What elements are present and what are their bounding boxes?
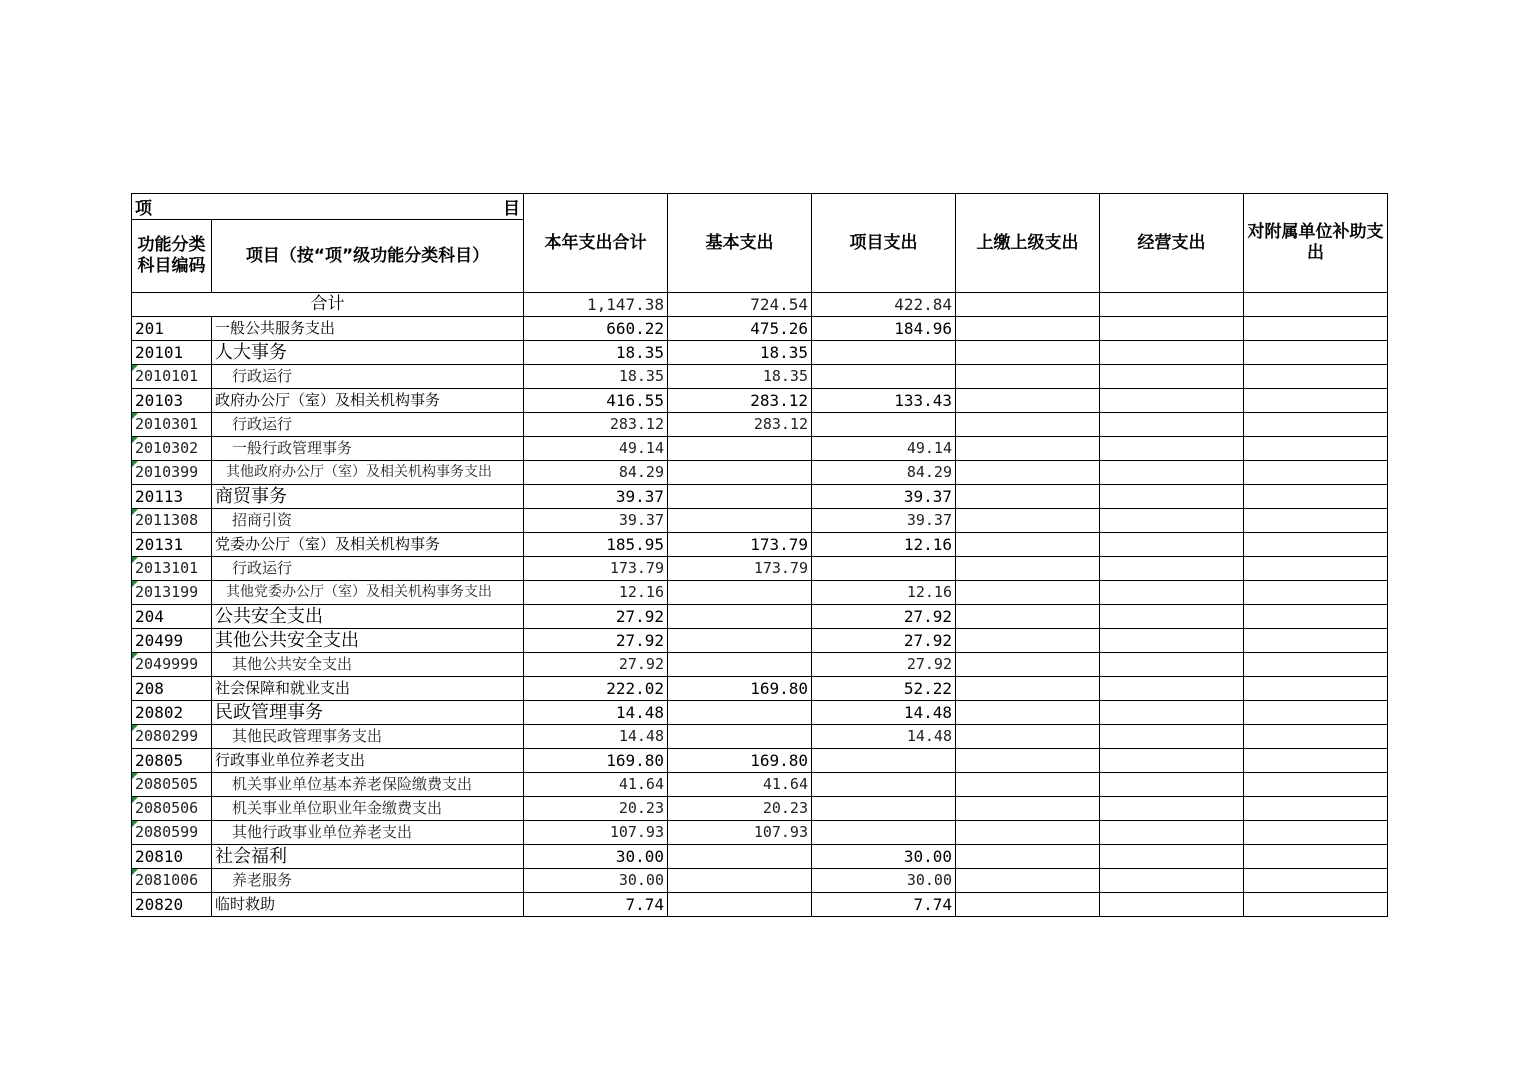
row-project: 27.92 xyxy=(812,653,956,677)
row-upper xyxy=(956,821,1100,845)
table-row xyxy=(132,701,1388,725)
row-project: 30.00 xyxy=(812,845,956,869)
row-code: 208 xyxy=(132,677,212,701)
total-upper xyxy=(956,293,1100,317)
row-project xyxy=(812,797,956,821)
row-name: 其他公共安全支出 xyxy=(212,629,524,653)
table-row xyxy=(132,533,1388,557)
table-row xyxy=(132,317,1388,341)
row-business xyxy=(1100,341,1244,365)
row-business xyxy=(1100,749,1244,773)
header-row-1 xyxy=(132,194,1388,220)
row-subsidy xyxy=(1244,461,1388,485)
row-total: 27.92 xyxy=(524,605,668,629)
row-code: 20805 xyxy=(132,749,212,773)
row-basic xyxy=(668,869,812,893)
row-upper xyxy=(956,485,1100,509)
row-project: 27.92 xyxy=(812,605,956,629)
header-code: 功能分类科目编码 xyxy=(132,220,212,293)
table-row xyxy=(132,389,1388,413)
row-project: 49.14 xyxy=(812,437,956,461)
row-name: 临时救助 xyxy=(212,893,524,917)
row-name: 其他公共安全支出 xyxy=(212,653,524,677)
header-business: 经营支出 xyxy=(1100,194,1244,293)
row-upper xyxy=(956,629,1100,653)
row-basic xyxy=(668,701,812,725)
table-row xyxy=(132,797,1388,821)
row-upper xyxy=(956,437,1100,461)
row-code: 20499 xyxy=(132,629,212,653)
row-total: 27.92 xyxy=(524,629,668,653)
header-basic: 基本支出 xyxy=(668,194,812,293)
row-name: 养老服务 xyxy=(212,869,524,893)
row-name: 社会保障和就业支出 xyxy=(212,677,524,701)
row-upper xyxy=(956,725,1100,749)
row-basic: 107.93 xyxy=(668,821,812,845)
total-subsidy xyxy=(1244,293,1388,317)
row-total: 107.93 xyxy=(524,821,668,845)
row-code: 2013199 xyxy=(132,581,212,605)
table-row xyxy=(132,893,1388,917)
row-name: 行政运行 xyxy=(212,413,524,437)
row-name: 招商引资 xyxy=(212,509,524,533)
row-code: 201 xyxy=(132,317,212,341)
row-basic: 18.35 xyxy=(668,341,812,365)
row-total: 169.80 xyxy=(524,749,668,773)
row-basic xyxy=(668,893,812,917)
row-project xyxy=(812,749,956,773)
row-basic xyxy=(668,437,812,461)
header-subsidy: 对附属单位补助支出 xyxy=(1244,194,1388,293)
row-business xyxy=(1100,605,1244,629)
row-upper xyxy=(956,845,1100,869)
row-upper xyxy=(956,533,1100,557)
row-business xyxy=(1100,413,1244,437)
row-name: 行政运行 xyxy=(212,557,524,581)
row-business xyxy=(1100,845,1244,869)
row-basic: 41.64 xyxy=(668,773,812,797)
row-subsidy xyxy=(1244,413,1388,437)
row-code: 2080506 xyxy=(132,797,212,821)
row-subsidy xyxy=(1244,437,1388,461)
header-name: 项目（按“项”级功能分类科目） xyxy=(212,220,524,293)
row-subsidy xyxy=(1244,797,1388,821)
row-total: 14.48 xyxy=(524,725,668,749)
header-project: 项目支出 xyxy=(812,194,956,293)
row-subsidy xyxy=(1244,533,1388,557)
table-body xyxy=(132,317,1388,917)
row-total: 20.23 xyxy=(524,797,668,821)
table-row xyxy=(132,677,1388,701)
row-basic: 169.80 xyxy=(668,677,812,701)
row-code: 20810 xyxy=(132,845,212,869)
row-name: 人大事务 xyxy=(212,341,524,365)
row-business xyxy=(1100,893,1244,917)
row-subsidy xyxy=(1244,749,1388,773)
row-subsidy xyxy=(1244,317,1388,341)
row-total: 27.92 xyxy=(524,653,668,677)
row-name: 社会福利 xyxy=(212,845,524,869)
row-code: 2010301 xyxy=(132,413,212,437)
row-upper xyxy=(956,341,1100,365)
total-total: 1,147.38 xyxy=(524,293,668,317)
total-basic: 724.54 xyxy=(668,293,812,317)
row-basic xyxy=(668,581,812,605)
row-subsidy xyxy=(1244,653,1388,677)
row-project xyxy=(812,413,956,437)
row-total: 18.35 xyxy=(524,341,668,365)
row-name: 其他民政管理事务支出 xyxy=(212,725,524,749)
row-basic: 18.35 xyxy=(668,365,812,389)
row-project: 12.16 xyxy=(812,581,956,605)
row-total: 49.14 xyxy=(524,437,668,461)
table-row xyxy=(132,437,1388,461)
row-upper xyxy=(956,365,1100,389)
row-basic xyxy=(668,509,812,533)
row-code: 20802 xyxy=(132,701,212,725)
row-total: 283.12 xyxy=(524,413,668,437)
row-subsidy xyxy=(1244,389,1388,413)
row-business xyxy=(1100,797,1244,821)
row-total: 416.55 xyxy=(524,389,668,413)
table-row xyxy=(132,629,1388,653)
table-row xyxy=(132,749,1388,773)
row-upper xyxy=(956,653,1100,677)
row-upper xyxy=(956,605,1100,629)
row-total: 30.00 xyxy=(524,869,668,893)
row-upper xyxy=(956,581,1100,605)
row-subsidy xyxy=(1244,773,1388,797)
row-upper xyxy=(956,389,1100,413)
row-subsidy xyxy=(1244,485,1388,509)
row-basic: 169.80 xyxy=(668,749,812,773)
row-business xyxy=(1100,437,1244,461)
row-name: 机关事业单位基本养老保险缴费支出 xyxy=(212,773,524,797)
row-upper xyxy=(956,701,1100,725)
row-project: 14.48 xyxy=(812,725,956,749)
row-basic xyxy=(668,485,812,509)
row-upper xyxy=(956,773,1100,797)
row-total: 660.22 xyxy=(524,317,668,341)
row-total: 30.00 xyxy=(524,845,668,869)
row-name: 行政事业单位养老支出 xyxy=(212,749,524,773)
row-name: 政府办公厅（室）及相关机构事务 xyxy=(212,389,524,413)
row-business xyxy=(1100,629,1244,653)
row-basic: 283.12 xyxy=(668,413,812,437)
row-basic xyxy=(668,653,812,677)
row-code: 2080505 xyxy=(132,773,212,797)
row-project xyxy=(812,557,956,581)
table-row xyxy=(132,605,1388,629)
row-total: 41.64 xyxy=(524,773,668,797)
row-project xyxy=(812,341,956,365)
row-project: 12.16 xyxy=(812,533,956,557)
table-row xyxy=(132,485,1388,509)
row-total: 12.16 xyxy=(524,581,668,605)
row-subsidy xyxy=(1244,341,1388,365)
table-row xyxy=(132,557,1388,581)
total-label: 合计 xyxy=(132,293,524,317)
row-name: 行政运行 xyxy=(212,365,524,389)
row-subsidy xyxy=(1244,677,1388,701)
table-row xyxy=(132,581,1388,605)
row-code: 2011308 xyxy=(132,509,212,533)
header-mu: 目 xyxy=(503,199,520,219)
row-business xyxy=(1100,557,1244,581)
row-project: 52.22 xyxy=(812,677,956,701)
table-row xyxy=(132,341,1388,365)
row-name: 民政管理事务 xyxy=(212,701,524,725)
row-upper xyxy=(956,461,1100,485)
row-name: 其他政府办公厅（室）及相关机构事务支出 xyxy=(212,461,524,485)
row-upper xyxy=(956,797,1100,821)
row-code: 20131 xyxy=(132,533,212,557)
total-project: 422.84 xyxy=(812,293,956,317)
table-row xyxy=(132,821,1388,845)
row-name: 公共安全支出 xyxy=(212,605,524,629)
row-basic: 475.26 xyxy=(668,317,812,341)
row-subsidy xyxy=(1244,893,1388,917)
total-row xyxy=(132,293,1388,317)
table-row xyxy=(132,773,1388,797)
row-business xyxy=(1100,509,1244,533)
row-business xyxy=(1100,533,1244,557)
row-code: 2049999 xyxy=(132,653,212,677)
row-subsidy xyxy=(1244,629,1388,653)
row-subsidy xyxy=(1244,725,1388,749)
row-upper xyxy=(956,317,1100,341)
row-business xyxy=(1100,461,1244,485)
row-project xyxy=(812,365,956,389)
row-code: 2080599 xyxy=(132,821,212,845)
row-project: 7.74 xyxy=(812,893,956,917)
row-name: 一般公共服务支出 xyxy=(212,317,524,341)
row-total: 84.29 xyxy=(524,461,668,485)
row-business xyxy=(1100,821,1244,845)
total-business xyxy=(1100,293,1244,317)
row-upper xyxy=(956,413,1100,437)
row-project: 184.96 xyxy=(812,317,956,341)
header-upper: 上缴上级支出 xyxy=(956,194,1100,293)
row-name: 一般行政管理事务 xyxy=(212,437,524,461)
row-code: 2013101 xyxy=(132,557,212,581)
row-code: 2010101 xyxy=(132,365,212,389)
row-basic: 283.12 xyxy=(668,389,812,413)
row-business xyxy=(1100,677,1244,701)
row-basic xyxy=(668,845,812,869)
row-project: 27.92 xyxy=(812,629,956,653)
row-business xyxy=(1100,701,1244,725)
row-code: 2081006 xyxy=(132,869,212,893)
row-upper xyxy=(956,509,1100,533)
row-project: 84.29 xyxy=(812,461,956,485)
row-business xyxy=(1100,581,1244,605)
row-total: 185.95 xyxy=(524,533,668,557)
row-project xyxy=(812,821,956,845)
row-business xyxy=(1100,869,1244,893)
row-code: 20101 xyxy=(132,341,212,365)
row-name: 其他党委办公厅（室）及相关机构事务支出 xyxy=(212,581,524,605)
row-project: 39.37 xyxy=(812,485,956,509)
row-total: 39.37 xyxy=(524,485,668,509)
row-basic xyxy=(668,461,812,485)
row-subsidy xyxy=(1244,557,1388,581)
row-project xyxy=(812,773,956,797)
row-project: 14.48 xyxy=(812,701,956,725)
row-subsidy xyxy=(1244,701,1388,725)
row-business xyxy=(1100,389,1244,413)
row-name: 其他行政事业单位养老支出 xyxy=(212,821,524,845)
row-subsidy xyxy=(1244,605,1388,629)
row-business xyxy=(1100,773,1244,797)
table-row xyxy=(132,461,1388,485)
row-upper xyxy=(956,893,1100,917)
row-basic: 173.79 xyxy=(668,557,812,581)
row-upper xyxy=(956,749,1100,773)
row-subsidy xyxy=(1244,509,1388,533)
row-code: 20103 xyxy=(132,389,212,413)
row-subsidy xyxy=(1244,845,1388,869)
row-total: 7.74 xyxy=(524,893,668,917)
header-xiang: 项 xyxy=(135,199,152,219)
row-basic xyxy=(668,629,812,653)
row-business xyxy=(1100,725,1244,749)
row-basic: 173.79 xyxy=(668,533,812,557)
row-basic xyxy=(668,725,812,749)
row-total: 14.48 xyxy=(524,701,668,725)
row-code: 2010399 xyxy=(132,461,212,485)
header-total: 本年支出合计 xyxy=(524,194,668,293)
row-subsidy xyxy=(1244,869,1388,893)
row-code: 2010302 xyxy=(132,437,212,461)
row-subsidy xyxy=(1244,821,1388,845)
row-subsidy xyxy=(1244,581,1388,605)
row-project: 30.00 xyxy=(812,869,956,893)
row-business xyxy=(1100,365,1244,389)
row-total: 18.35 xyxy=(524,365,668,389)
table-row xyxy=(132,413,1388,437)
row-project: 39.37 xyxy=(812,509,956,533)
row-upper xyxy=(956,557,1100,581)
row-code: 2080299 xyxy=(132,725,212,749)
table-row xyxy=(132,653,1388,677)
row-subsidy xyxy=(1244,365,1388,389)
row-basic xyxy=(668,605,812,629)
row-name: 商贸事务 xyxy=(212,485,524,509)
row-project: 133.43 xyxy=(812,389,956,413)
row-business xyxy=(1100,317,1244,341)
row-upper xyxy=(956,869,1100,893)
row-total: 222.02 xyxy=(524,677,668,701)
table-row xyxy=(132,365,1388,389)
table-header xyxy=(132,194,1388,317)
row-name: 机关事业单位职业年金缴费支出 xyxy=(212,797,524,821)
row-total: 39.37 xyxy=(524,509,668,533)
row-code: 20820 xyxy=(132,893,212,917)
table-row xyxy=(132,509,1388,533)
row-basic: 20.23 xyxy=(668,797,812,821)
xiangmu-cell xyxy=(132,194,524,220)
row-upper xyxy=(956,677,1100,701)
expenditure-table xyxy=(131,193,1388,917)
row-business xyxy=(1100,485,1244,509)
row-name: 党委办公厅（室）及相关机构事务 xyxy=(212,533,524,557)
row-total: 173.79 xyxy=(524,557,668,581)
table-row xyxy=(132,869,1388,893)
row-code: 20113 xyxy=(132,485,212,509)
row-code: 204 xyxy=(132,605,212,629)
row-business xyxy=(1100,653,1244,677)
table-row xyxy=(132,725,1388,749)
table-row xyxy=(132,845,1388,869)
